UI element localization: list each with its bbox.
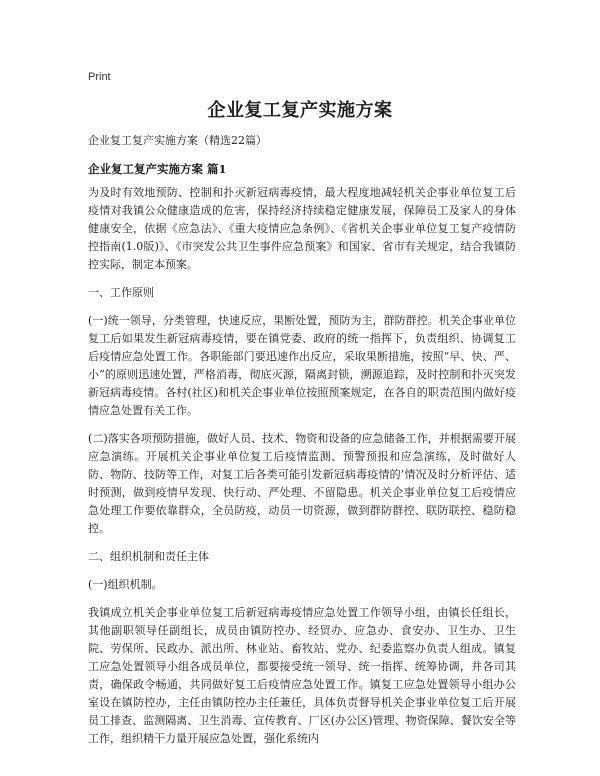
paragraph-intro: 为及时有效地预防、控制和扑灭新冠病毒疫情，最大程度地减轻机关企事业单位复工后疫情对我镇公众健康造成的危害，保持经济持续稳定健康发展，保障员工及家人的身体健康安全，依据《应急法》、《重大疫情应急条例》、《省机关企事业单位复工复产疫情防控指南(1.0版)》、《市突发公共卫生事件应急预案》和国家、省市有关规定，结合我镇防控实际，制定本预案。 [88,186,516,271]
heading-work-principles: 一、工作原则 [88,286,154,299]
section-title: 企业复工复产实施方案 篇1 [88,162,227,176]
paragraph-principle-2: (二)落实各项预防措施，做好人员、技术、物资和设备的应急储备工作，并根据需要开展应急演练。开展机关企事业单位复工后疫情监测、预警预报和应急演练，及时做好人防、物防、技防等工作，对复工后各类可能引发新冠病毒疫情的’情况及时分析评估、适时预测，做到疫情早发现、快行动、严处理、不留隐患。机关企事业单位复工后疫情应急处理工作要依靠群众，全员防疫，动员一切资源，做到群防群控、联防联控、稳防稳控。 [88,432,516,535]
document-body [88,132,516,758]
paragraph-principle-1: (一)统一领导，分类管理，快速反应，果断处置，预防为主，群防群控。机关企事业单位复工后如果发生新冠病毒疫情，要在镇党委、政府的统一指挥下，负责组织、协调复工后疫情应急处置工作。各职能部门要迅速作出反应，采取果断措施，按照“早、快、严、小”的原则迅速处置，严格消毒，彻底灭源，隔离封锁，溯源追踪，及时控制和扑灭突发新冠病毒疫情。各村(社区)和机关企事业单位按照预案规定，在各自的职责范围内做好疫情应急处置有关工作。 [88,314,516,417]
subheading-organization-mechanism: (一)组织机制。 [88,578,163,591]
print-link[interactable]: Print [88,71,111,83]
document-subtitle: 企业复工复产实施方案（精选22篇） [88,134,267,147]
document-title: 企业复工复产实施方案 [207,100,393,121]
paragraph-organization: 我镇成立机关企事业单位复工后新冠病毒疫情应急处置工作领导小组，由镇长任组长，其他副职领导任副组长，成员由镇防控办、经贸办、应急办、食安办、卫生办、卫生院、劳保所、民政办、派出所、林业站、畜牧站、党办、纪委监察办负责人组成。镇复工应急处置领导小组各成员单位，都要接受统一领导、统一指挥、统筹协调，并各司其责，确保政令畅通，共同做好复工后疫情应急处置工作。镇复工应急处置领导小组办公室设在镇防控办，主任由镇防控办主任兼任，具体负责督导机关企事业单位复工后开展员工排查、监测隔离、卫生消毒、宣传教育、厂区(办公区)管理、物资保障、餐饮安全等工作，组织精干力量开展应急处置，强化系统内 [88,606,516,745]
heading-organization: 二、组织机制和责任主体 [88,550,209,563]
